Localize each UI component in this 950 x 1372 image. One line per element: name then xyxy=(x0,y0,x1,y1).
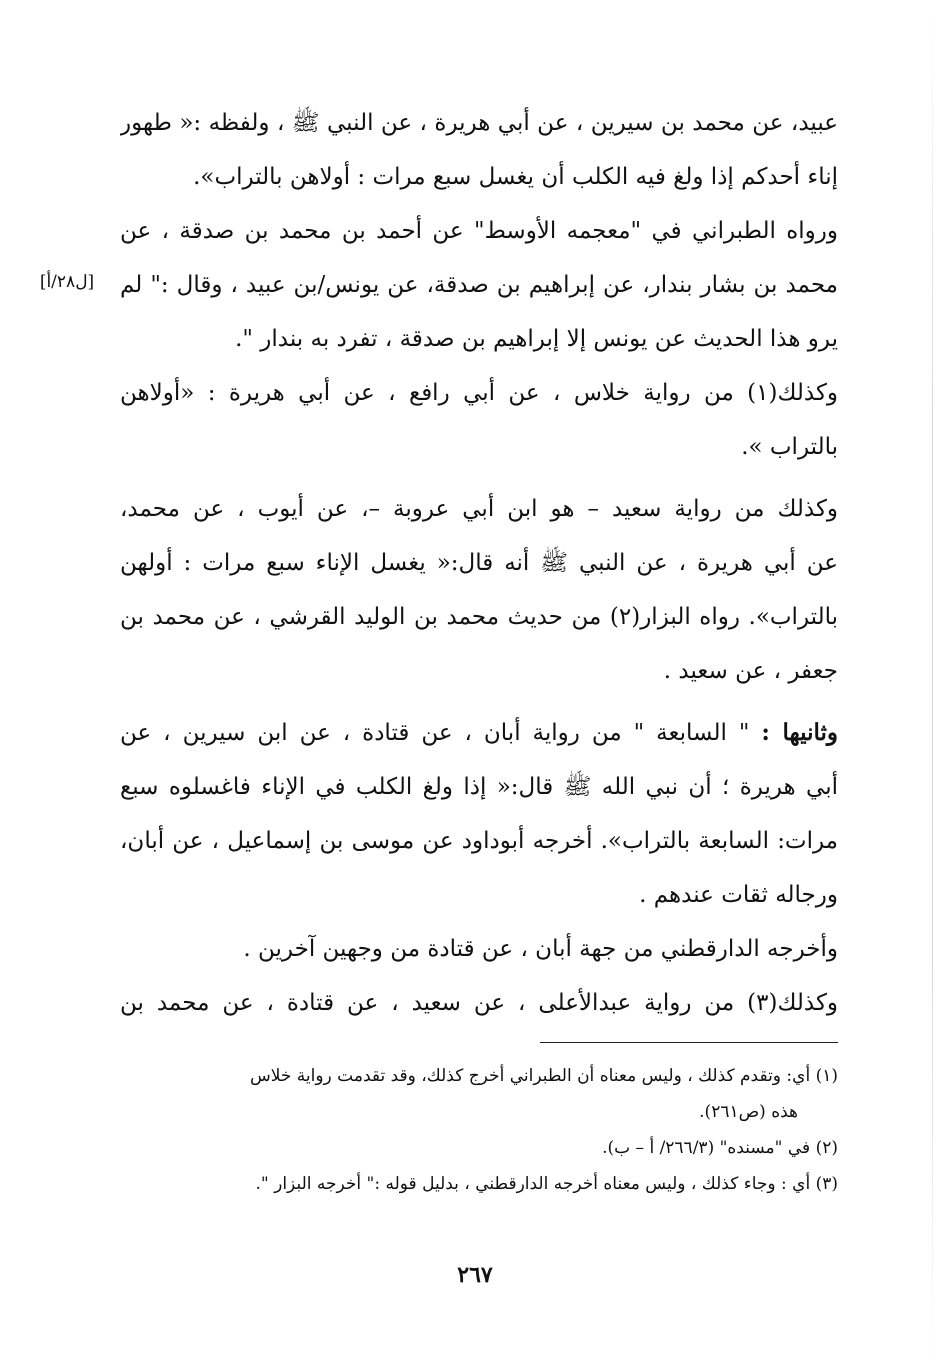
text-line-with-lead xyxy=(120,706,838,760)
text-line: جعفر ، عن سعيد . xyxy=(663,658,838,684)
footnote-1-continued: هذه (ص٢٦١). xyxy=(699,1102,798,1122)
footnote-1: (١) أي: وتقدم كذلك ، وليس معناه أن الطبراني أخرج كذلك، وقد تقدمت رواية خلاس xyxy=(249,1066,838,1086)
scan-edge xyxy=(932,0,933,1372)
text-line: وكذلك(٣) من رواية عبدالأعلى ، عن سعيد ، عن قتادة ، عن محمد بن xyxy=(120,990,838,1016)
text-line: أبي هريرة ؛ أن نبي الله ﷺ قال:« إذا ولغ الكلب في الإناء فاغسلوه سبع xyxy=(120,774,838,800)
text-line: عن أبي هريرة ، عن النبي ﷺ أنه قال:« يغسل الإناء سبع مرات : أولهن xyxy=(120,550,838,576)
text-line: إناء أحدكم إذا ولغ فيه الكلب أن يغسل سبع مرات : أولاهن بالتراب». xyxy=(193,164,838,190)
manuscript-folio-marker: [ل٢٨/أ] xyxy=(39,272,95,292)
section-lead: وثانيها : xyxy=(761,719,838,746)
text-line: وأخرجه الدارقطني من جهة أبان ، عن قتادة من وجهين آخرين . xyxy=(243,936,838,962)
text-line: ورجاله ثقات عندهم . xyxy=(639,882,838,908)
text-line: مرات: السابعة بالتراب». أخرجه أبوداود عن موسى بن إسماعيل ، عن أبان، xyxy=(120,828,838,854)
footnotes xyxy=(120,1058,838,1202)
text-line: ورواه الطبراني في "معجمه الأوسط" عن أحمد بن محمد بن صدقة ، عن xyxy=(120,218,838,244)
text-line: بالتراب». رواه البزار(٢) من حديث محمد بن الوليد القرشي ، عن محمد بن xyxy=(120,604,838,630)
page-number: ٢٦٧ xyxy=(457,1262,493,1288)
text-line: بالتراب ». xyxy=(741,434,838,460)
main-text xyxy=(120,96,838,1030)
footnote-2: (٢) في "مسنده" (٢٦٦/٣/ أ – ب). xyxy=(602,1138,838,1158)
footnote-separator xyxy=(540,1042,838,1043)
footnote-3: (٣) أي : وجاء كذلك ، وليس معناه أخرجه الدارقطني ، بدليل قوله :" أخرجه البزار ". xyxy=(255,1174,838,1194)
text-line: وكذلك(١) من رواية خلاس ، عن أبي رافع ، عن أبي هريرة : «أولاهن xyxy=(120,380,838,406)
text-line: وكذلك من رواية سعيد – هو ابن أبي عروبة –، عن أيوب ، عن محمد، xyxy=(120,496,838,522)
text-line-rest: " السابعة " من رواية أبان ، عن قتادة ، عن ابن سيرين ، عن xyxy=(120,720,750,746)
text-line: عبيد، عن محمد بن سيرين ، عن أبي هريرة ، عن النبي ﷺ ، ولفظه :« طهور xyxy=(120,110,838,136)
text-line: محمد بن بشار بندار، عن إبراهيم بن صدقة، عن يونس/بن عبيد ، وقال :" لم xyxy=(120,272,838,298)
text-line: يرو هذا الحديث عن يونس إلا إبراهيم بن صدقة ، تفرد به بندار ". xyxy=(235,326,838,352)
